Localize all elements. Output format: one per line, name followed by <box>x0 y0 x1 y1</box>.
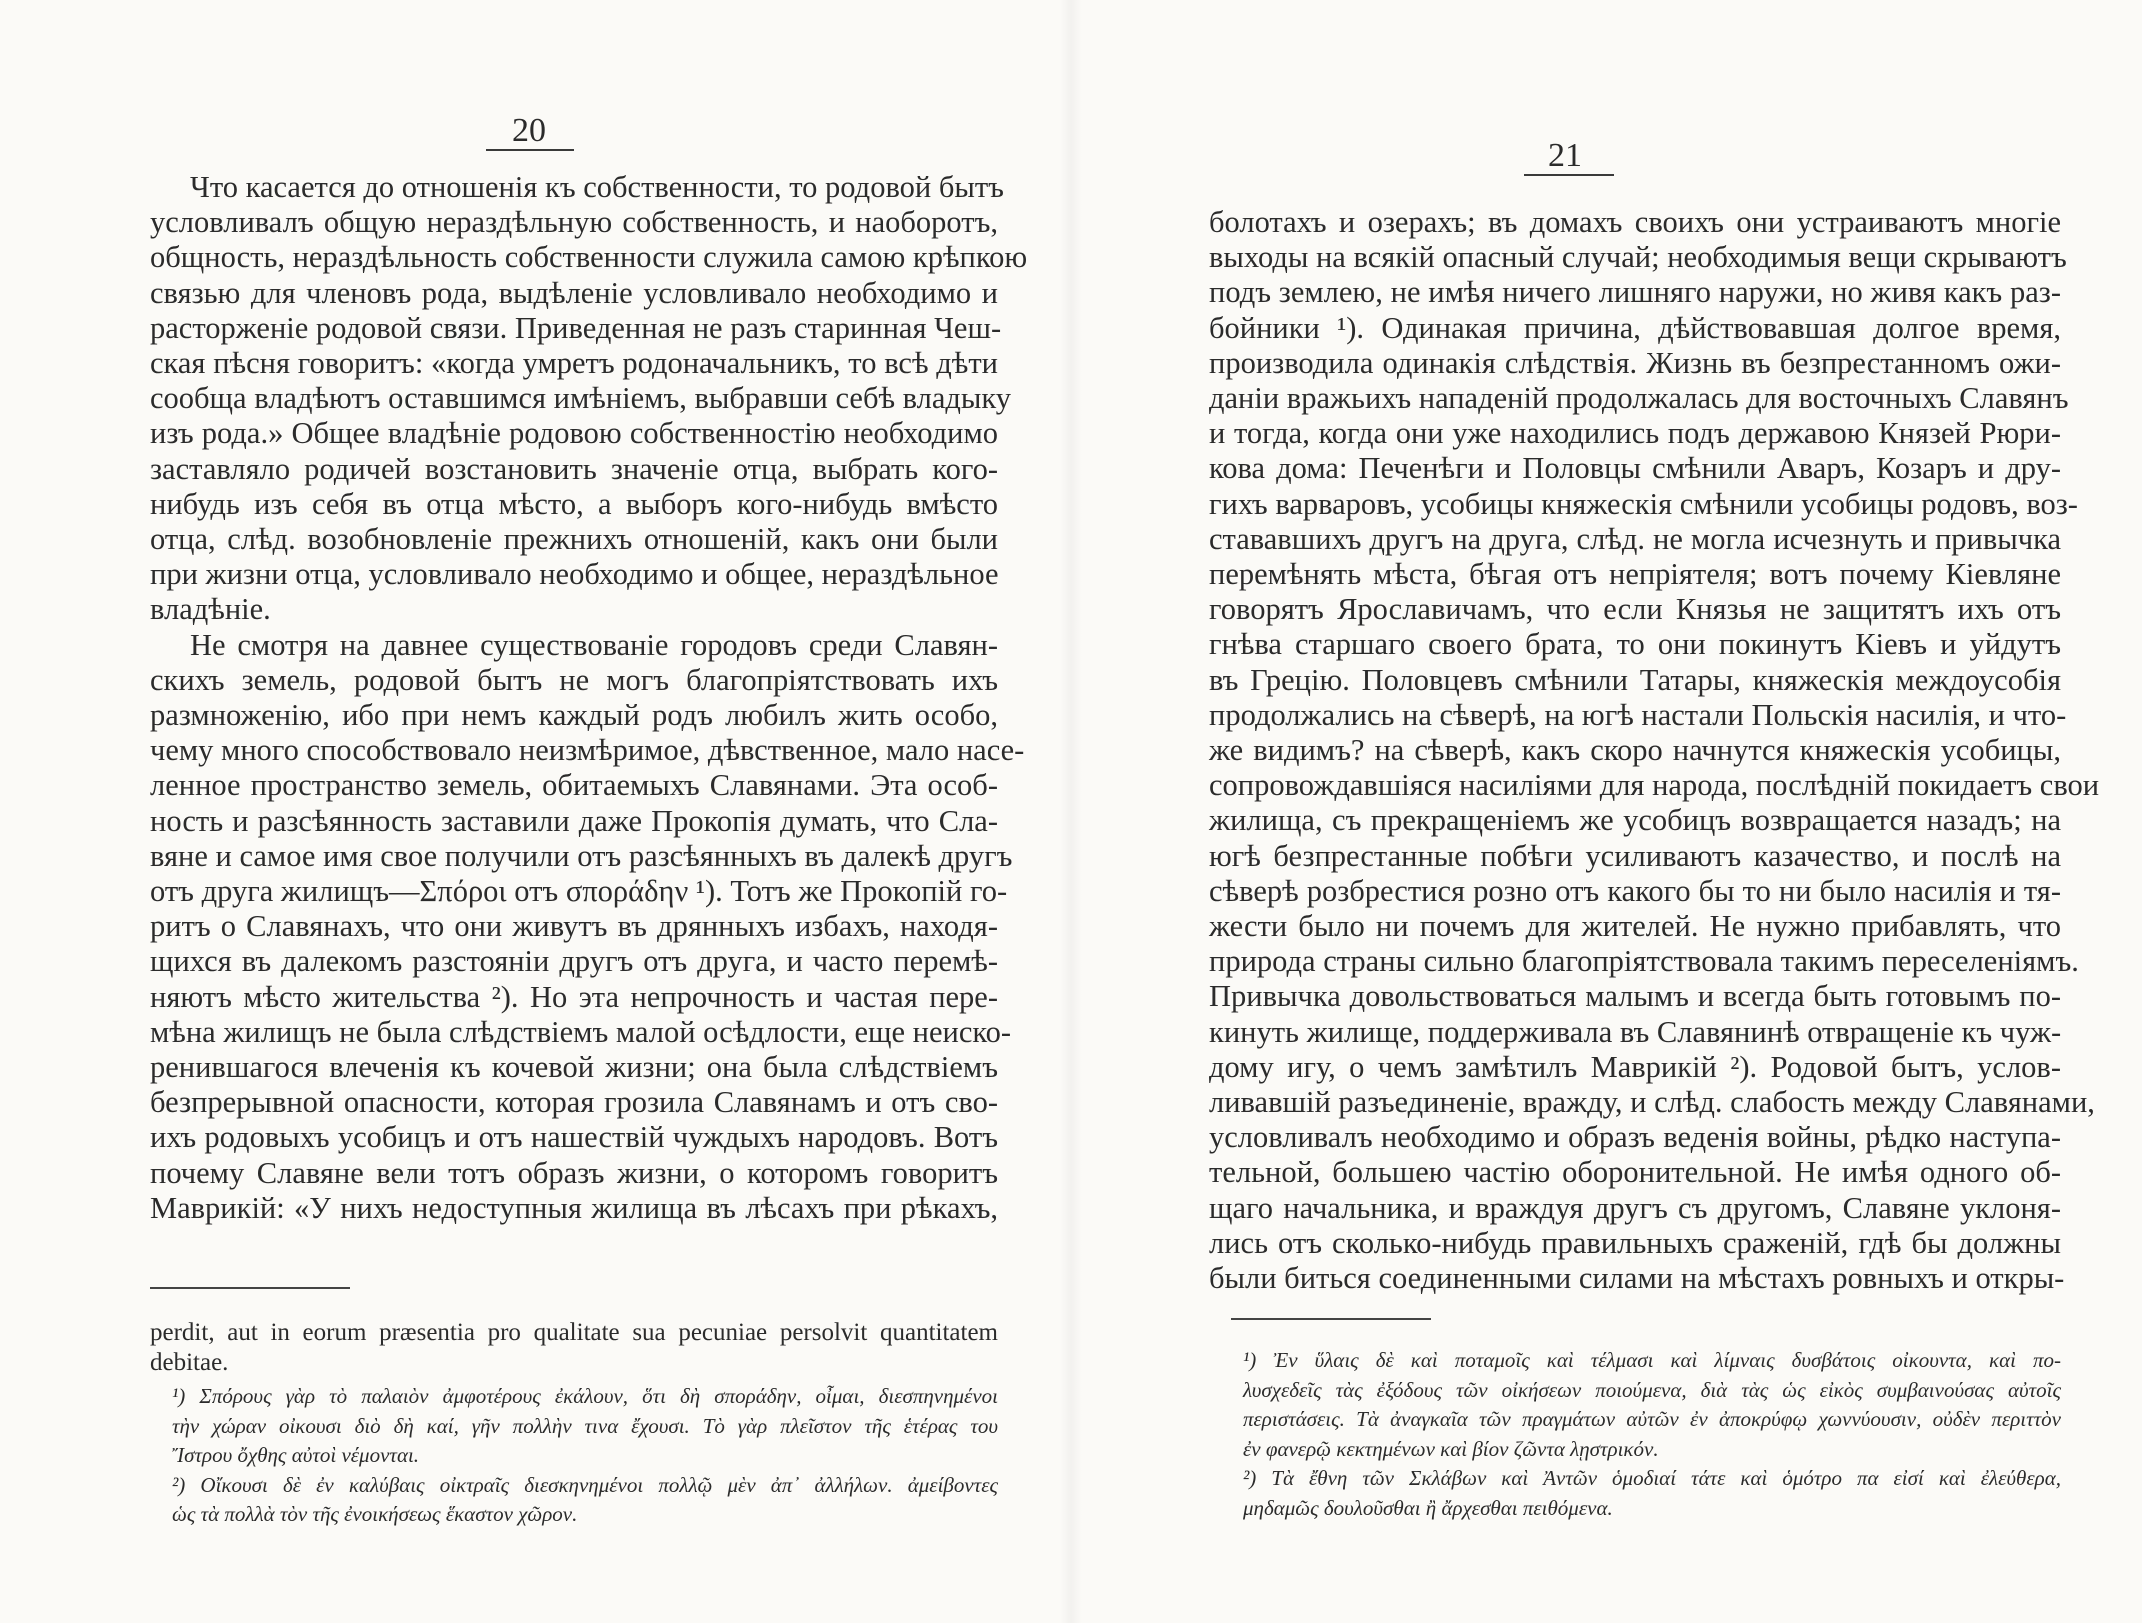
text-line: ритъ о Славянахъ, что они живутъ въ дрянныхъ избахъ, находя- <box>150 909 998 944</box>
text-line: болотахъ и озерахъ; въ домахъ своихъ они устраиваютъ многіе <box>1209 205 2061 239</box>
text-line: ленное пространство земель, обитаемыхъ Славянами. Эта особ- <box>150 768 998 803</box>
text-line: мѣна жилищъ не была слѣдствіемъ малой осѣдлости, еще неиско- <box>150 1014 1012 1049</box>
text-line: тельной, большею частію оборонительной. Не имѣя одного об- <box>1209 1155 2061 1190</box>
text-line: περιστάσεις. Τὰ ἀναγκαῖα τῶν πραγμάτων αὐτῶν ἐν ἀποκρύφῳ χωννύουσιν, οὐδὲν περιττὸν <box>1243 1407 2061 1431</box>
text-line: размноженію, ибо при немъ каждый родъ любилъ жить особо, <box>150 698 998 733</box>
text-line: подъ землею, не имѣя ничего лишняго наружи, но живя какъ раз- <box>1209 275 2061 310</box>
footnote-2-left <box>150 1471 998 1530</box>
text-line: говорятъ Ярославичамъ, что если Князья не защитятъ ихъ отъ <box>1209 592 2061 627</box>
text-line: стававшихъ другъ на друга, слѣд. не могла исчезнуть и привычка <box>1209 521 2061 556</box>
text-line: сообща владѣютъ оставшимся имѣніемъ, выбравши себѣ владыку <box>150 381 1012 416</box>
text-line: общность, нераздѣльность собственности служила самою крѣпкою <box>150 240 1028 275</box>
text-line: природа страны сильно благопріятствовала такимъ переселеніямъ. <box>1209 944 2079 979</box>
text-line: дому игу, о чемъ замѣтилъ Маврикій ²). Родовой бытъ, услов- <box>1209 1049 2061 1084</box>
text-line: отъ друга жилищъ—Σπόροι отъ σποράδην ¹). Тотъ же Прокопій го- <box>150 874 1008 909</box>
text-line: производила одинакія слѣдствія. Жизнь въ безпрестанномъ ожи- <box>1209 345 2061 380</box>
text-line: бойники ¹). Одинакая причина, дѣйствовавшая долгое время, <box>1209 310 2061 345</box>
text-line: связью для членовъ рода, выдѣленіе условливало необходимо и <box>150 275 998 310</box>
text-line: жилища, съ прекращеніемъ же усобицъ возвращается назадъ; на <box>1209 803 2061 838</box>
footnote-rule-left <box>150 1287 350 1289</box>
text-line: были биться соединенными силами на мѣстахъ ровныхъ и откры- <box>1209 1261 2065 1296</box>
text-line: выходы на всякій опасный случай; необходимыя вещи скрываютъ <box>1209 240 2067 275</box>
text-line: Что касается до отношенія къ собственности, то родовой бытъ <box>190 170 1004 204</box>
text-line: нибудь изъ себя въ отца мѣсто, а выборъ кого-нибудь вмѣсто <box>150 486 998 521</box>
text-line: μηδαμῶς δουλοῦσθαι ἢ ἄρχεσθαι πειθόμενα. <box>1243 1495 1613 1520</box>
footnote-1-right <box>1221 1346 2061 1464</box>
text-line: Маврикій: «У нихъ недоступныя жилища въ лѣсахъ при рѣкахъ, <box>150 1190 998 1225</box>
text-line: ренившагося влеченія къ кочевой жизни; она была слѣдствіемъ <box>150 1050 998 1085</box>
text-line: щихся въ далекомъ разстояніи другъ отъ друга, и часто перемѣ- <box>150 944 998 979</box>
page-number-right: 21 <box>1548 137 1582 174</box>
text-line: ская пѣсня говоритъ: «когда умретъ родоначальникъ, то всѣ дѣти <box>150 346 998 381</box>
text-line: λυσχεδεῖς τὰς ἐξόδους τῶν οἰκήσεων ποιούμενα, διὰ τὰς ὡς εἰκὸς συμβαινούσας αὐτοῖς <box>1243 1377 2061 1402</box>
text-line: чему много способствовало неизмѣримое, дѣвственное, мало насе- <box>150 733 1025 768</box>
text-line: ¹) Ἐν ὕλαις δὲ καὶ ποταμοῖς καὶ τέλμασι καὶ λίμναις δυσβάτοις οἰκουντα, καὶ πο- <box>1243 1348 2061 1372</box>
footnote-continuation-latin <box>150 1318 998 1378</box>
text-line: даніи вражьихъ нападеній продолжалась для восточныхъ Славянъ <box>1209 381 2069 416</box>
text-line: ихъ родовыхъ усобицъ и отъ нашествій чуждыхъ народовъ. Вотъ <box>150 1120 998 1155</box>
footnote-rule-right <box>1231 1318 1431 1320</box>
text-line: перемѣнять мѣста, бѣгая отъ непріятеля; вотъ почему Кіевляне <box>1209 557 2061 592</box>
text-line: скихъ земель, родовой бытъ не могъ благопріятствовать ихъ <box>150 662 998 697</box>
text-line: гнѣва старшаго своего брата, то они покинутъ Кіевъ и уйдутъ <box>1209 627 2061 662</box>
text-line: расторженіе родовой связи. Приведенная не разъ старинная Чеш- <box>150 310 1002 345</box>
right-page <box>1071 0 2142 1623</box>
text-line: ливавшій разъединеніе, вражду, и слѣд. слабость между Славянами, <box>1209 1085 2095 1120</box>
text-line: сѣверѣ розбрестися розно отъ какого бы то ни было насилія и тя- <box>1209 873 2061 908</box>
text-line: щаго начальника, и враждуя другъ съ другомъ, Славяне уклоня- <box>1209 1190 2061 1225</box>
text-line: τὴν χώραν οἰκουσι διὸ δὴ καί, γῆν πολλὴν τινα ἔχουσι. Τὸ γὰρ πλεῖστον τῆς ἑτέρας του <box>172 1413 998 1438</box>
right-body-text <box>1209 205 2100 1296</box>
text-line: Ἴστρου ὄχθης αὐτοὶ νέμονται. <box>172 1443 420 1467</box>
page-number-rule-right <box>1524 174 1614 176</box>
text-line: debitae. <box>150 1349 229 1376</box>
text-line: условливалъ необходимо и образъ веденія войны, рѣдко наступа- <box>1209 1120 2061 1155</box>
text-line: няютъ мѣсто жительства ²). Но эта непрочность и частая пере- <box>150 979 998 1014</box>
text-line: сопровождавшіяся насиліями для народа, послѣдній покидаетъ свои <box>1209 768 2100 803</box>
text-line: условливалъ общую нераздѣльную собственность, и наоборотъ, <box>150 205 998 240</box>
page-number-rule-left <box>486 149 574 151</box>
text-line: лись отъ сколько-нибудь правильныхъ сраженій, гдѣ бы должны <box>1209 1225 2061 1260</box>
text-line: заставляло родичей возстановить значеніе отца, выбрать кого- <box>150 451 998 486</box>
text-line: ²) Οἴκουσι δὲ ἐν καλύβαις οἰκτραῖς διεσκηνημένοι πολλῷ μὲν ἀπ᾽ ἀλλήλων. ἀμείβοντες <box>172 1472 998 1497</box>
text-line: ¹) Σπόρους γὰρ τὸ παλαιὸν ἀμφοτέρους ἐκάλουν, ὅτι δὴ σποράδην, οἶμαι, διεσπηνημένοι <box>172 1384 998 1408</box>
right-footnotes <box>1221 1346 2061 1523</box>
text-line: владѣніе. <box>150 592 271 627</box>
text-line: Привычка довольствоваться малымъ и всегда быть готовымъ по- <box>1209 979 2061 1014</box>
text-line: ²) Τὰ ἔθνη τῶν Σκλάβων καὶ Ἀντῶν ὁμοδιαί τάτε καὶ ὁμότρο πα εἰσί καὶ ἐλεύθερα, <box>1243 1466 2061 1490</box>
footnote-2-right <box>1221 1464 2061 1523</box>
text-line: ἐν φανερῷ κεκτημένων καὶ βίον ζῶντα λῃστρικόν. <box>1243 1436 1659 1461</box>
text-line: ность и разсѣянность заставили даже Прокопія думать, что Сла- <box>150 803 998 838</box>
text-line: perdit, aut in eorum præsentia pro qualitate sua pecuniae persolvit quantitatem <box>150 1319 998 1346</box>
text-line: въ Грецію. Половцевъ смѣнили Татары, княжескія междоусобія <box>1209 662 2061 697</box>
text-line: и тогда, когда они уже находились подъ державою Князей Рюри- <box>1209 416 2061 451</box>
footnote-1-left <box>150 1382 998 1471</box>
text-line: кова дома: Печенѣги и Половцы смѣнили Аваръ, Козаръ и дру- <box>1209 451 2061 486</box>
text-line: кинуть жилище, поддерживала въ Славянинѣ отвращеніе къ чуж- <box>1209 1014 2062 1049</box>
left-body-text <box>150 170 1028 1226</box>
text-line: почему Славяне вели тотъ образъ жизни, о которомъ говоритъ <box>150 1155 998 1190</box>
text-line: отца, слѣд. возобновленіе прежнихъ отношеній, какъ они были <box>150 522 998 557</box>
text-line: же видимъ? на сѣверѣ, какъ скоро начнутся княжескія усобицы, <box>1209 733 2061 768</box>
text-line: ὡς τὰ πολλὰ τὸν τῆς ἐνοικήσεως ἕκαστον χῶρον. <box>172 1502 578 1526</box>
text-line: Не смотря на давнее существованіе городовъ среди Славян- <box>190 627 998 662</box>
text-line: безпрерывной опасности, которая грозила Славянамъ и отъ сво- <box>150 1085 998 1120</box>
text-line: изъ рода.» Общее владѣніе родовою собственностію необходимо <box>150 416 998 451</box>
text-line: вяне и самое имя свое получили отъ разсѣянныхъ въ далекѣ другъ <box>150 838 1013 873</box>
text-line: югѣ безпрестанные побѣги усиливаютъ казачество, и послѣ на <box>1209 838 2061 873</box>
text-line: жести было ни почемъ для жителей. Не нужно прибавлять, что <box>1209 909 2061 944</box>
page-number-left: 20 <box>512 112 546 149</box>
text-line: продолжались на сѣверѣ, на югѣ настали Польскія насилія, и что- <box>1209 697 2067 732</box>
text-line: гихъ варваровъ, усобицы княжескія смѣнили усобицы родовъ, воз- <box>1209 486 2078 521</box>
text-line: при жизни отца, условливало необходимо и общее, нераздѣльное <box>150 557 999 592</box>
left-footnotes <box>150 1318 998 1530</box>
